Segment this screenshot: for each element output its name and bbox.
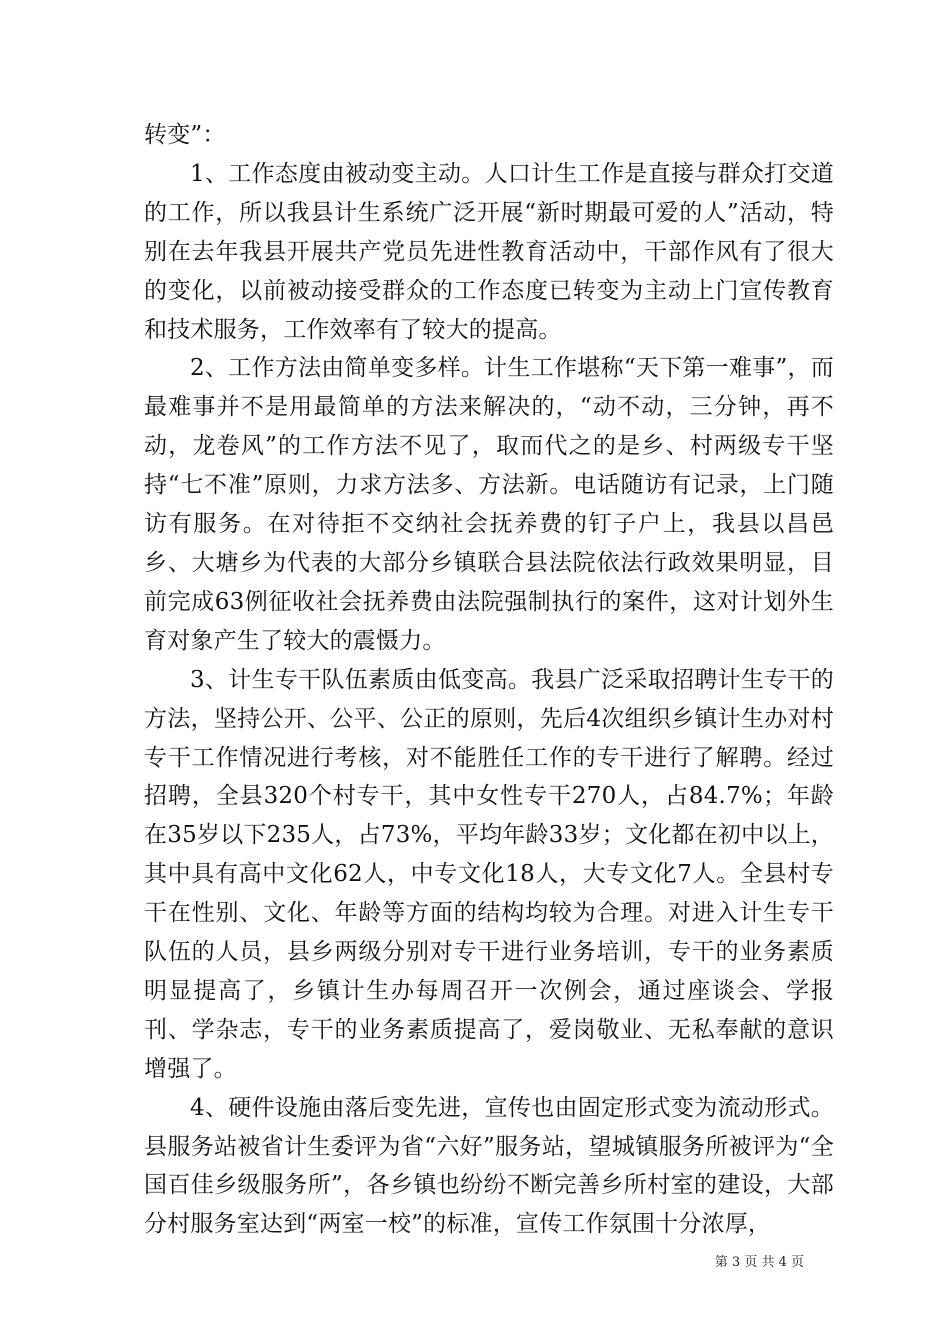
paragraph-staff-quality: 3、计生专干队伍素质由低变高。我县广泛采取招聘计生专干的方法，坚持公开、公平、公正的原则，先后4次组织乡镇计生办对村专干工作情况进行考核，对不能胜任工作的专干进行了解聘。经过招聘，全县320个村专干，其中女性专干270人，占84.7%；年龄在35岁以下235人，占73%，平均年龄33岁；文化都在初中以上，其中具有高中文化62人，中专文化18人，大专文化7人。全县村专干在性别、文化、年龄等方面的结构均较为合理。对进入计生专干队伍的人员，县乡两级分别对专干进行业务培训，专干的业务素质明显提高了，乡镇计生办每周召开一次例会，通过座谈会、学报刊、学杂志，专干的业务素质提高了，爱岗敬业、无私奉献的意识增强了。 (144, 666, 834, 1082)
page-number-footer: 第 3 页 共 4 页 (714, 1255, 804, 1270)
paragraph-facilities: 4、硬件设施由落后变先进，宣传也由固定形式变为流动形式。县服务站被省计生委评为省“六好”服务站，望城镇服务所被评为“全国百佳乡级服务所”，各乡镇也纷纷不断完善乡所村室的建设，大部分村服务室达到“两室一校”的标准，宣传工作氛围十分浓厚， (144, 1094, 834, 1238)
paragraph-work-method: 2、工作方法由简单变多样。计生工作堪称“天下第一难事”，而最难事并不是用最简单的方法来解决的，“动不动，三分钟，再不动，龙卷风”的工作方法不见了，取而代之的是乡、村两级专干坚持“七不准”原则，力求方法多、方法新。电话随访有记录，上门随访有服务。在对待拒不交纳社会抚养费的钉子户上，我县以昌邑乡、大塘乡为代表的大部分乡镇联合县法院依法行政效果明显，目前完成63例征收社会抚养费由法院强制执行的案件，这对计划外生育对象产生了较大的震慑力。 (144, 355, 834, 654)
body-text (144, 116, 834, 1244)
paragraph-continuation: 转变”： (144, 122, 226, 148)
paragraph-work-attitude: 1、工作态度由被动变主动。人口计生工作是直接与群众打交道的工作，所以我县计生系统广泛开展“新时期最可爱的人”活动，特别在去年我县开展共产党员先进性教育活动中，干部作风有了很大的变化，以前被动接受群众的工作态度已转变为主动上门宣传教育和技术服务，工作效率有了较大的提高。 (144, 160, 834, 343)
